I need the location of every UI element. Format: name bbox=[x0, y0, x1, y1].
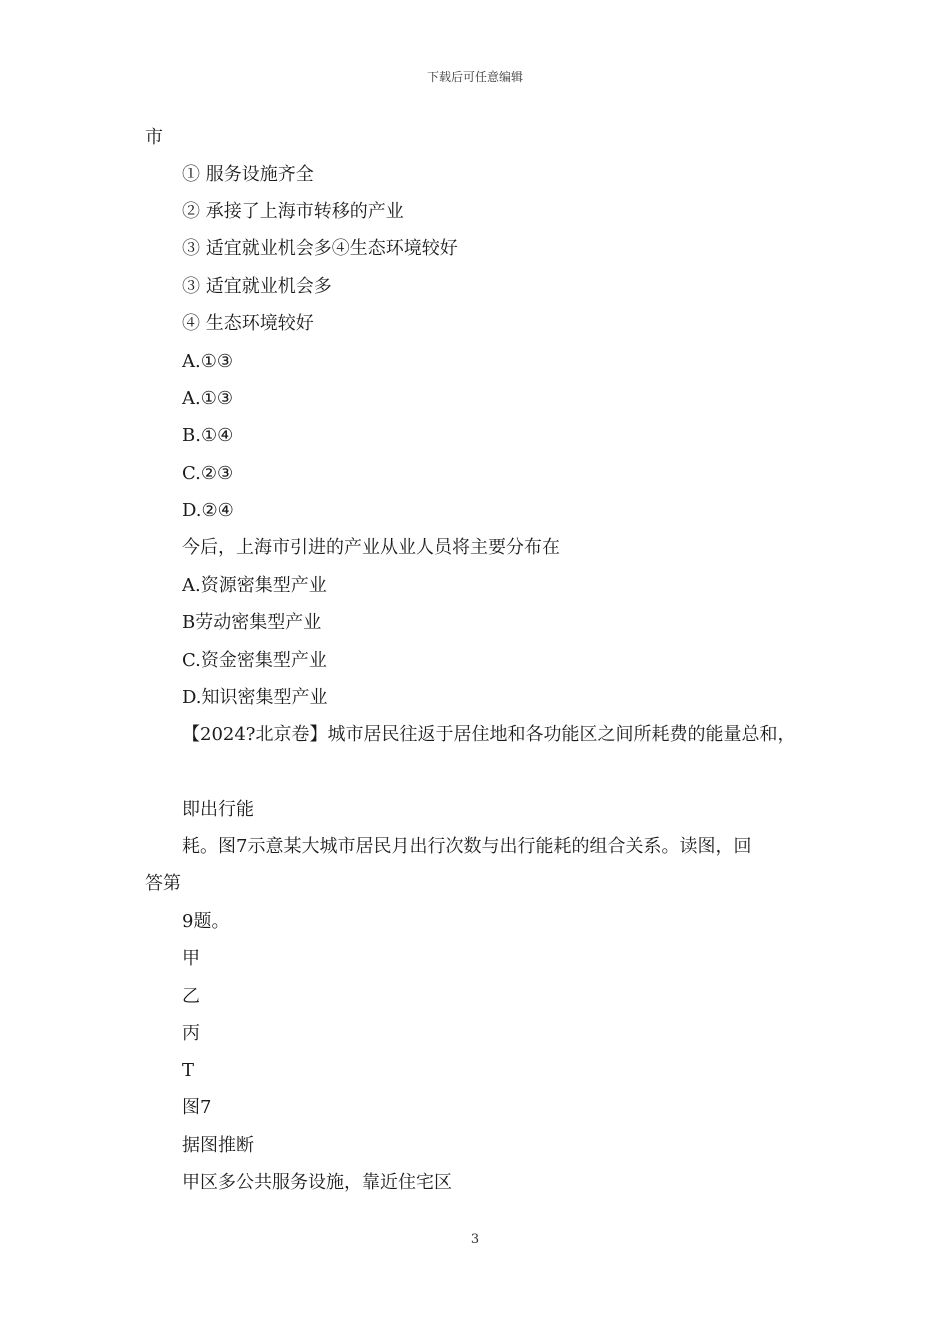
page-header: 下载后可任意编辑 bbox=[426, 70, 523, 84]
figure-label: 乙 bbox=[182, 986, 200, 1007]
option-item: ② 承接了上海市转移的产业 bbox=[182, 201, 404, 222]
text-line: 市 bbox=[145, 127, 163, 148]
answer-choice: A.①③ bbox=[182, 351, 233, 372]
question-text: 9题。 bbox=[182, 911, 230, 932]
question-text: 即出行能 bbox=[182, 799, 254, 820]
answer-choice: A.①③ bbox=[182, 388, 233, 409]
figure-label: 甲 bbox=[182, 948, 200, 969]
question-text: 据图推断 bbox=[182, 1135, 254, 1156]
question-text: 答第 bbox=[145, 873, 181, 894]
question-text: 耗。图7示意某大城市居民月出行次数与出行能耗的组合关系。读图，回 bbox=[182, 836, 752, 857]
answer-choice: A.资源密集型产业 bbox=[182, 575, 327, 596]
option-item: ① 服务设施齐全 bbox=[182, 164, 314, 185]
option-item: ③ 适宜就业机会多④生态环境较好 bbox=[182, 238, 458, 259]
answer-choice: D.②④ bbox=[182, 500, 234, 521]
figure-label: T bbox=[182, 1060, 195, 1081]
page-number: 3 bbox=[470, 1232, 480, 1247]
question-text: 【2024?北京卷】城市居民往返于居住地和各功能区之间所耗费的能量总和， bbox=[182, 724, 796, 745]
question-text: 今后，上海市引进的产业从业人员将主要分布在 bbox=[182, 537, 560, 558]
answer-choice: C.②③ bbox=[182, 463, 234, 484]
figure-label: 丙 bbox=[182, 1023, 200, 1044]
answer-choice: C.资金密集型产业 bbox=[182, 650, 327, 671]
option-item: ③ 适宜就业机会多 bbox=[182, 276, 332, 297]
answer-choice: B劳动密集型产业 bbox=[182, 612, 322, 633]
answer-choice: D.知识密集型产业 bbox=[182, 687, 328, 708]
option-item: ④ 生态环境较好 bbox=[182, 313, 314, 334]
option-item: 甲区多公共服务设施，靠近住宅区 bbox=[182, 1172, 452, 1193]
answer-choice: B.①④ bbox=[182, 425, 234, 446]
figure-caption: 图7 bbox=[182, 1097, 212, 1118]
